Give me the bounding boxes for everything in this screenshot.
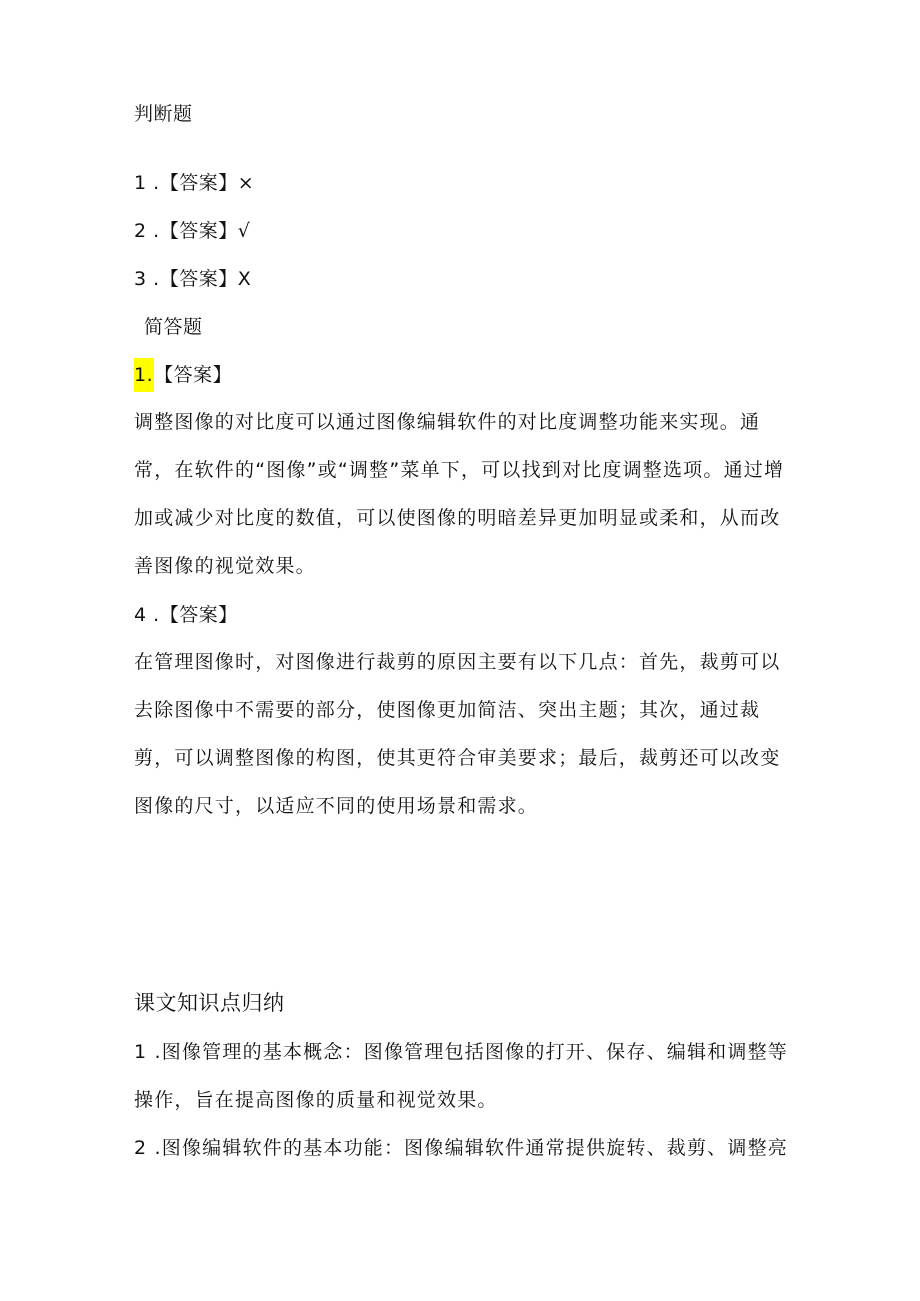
tf-answer-mark: × [237, 172, 255, 194]
tf-answer-number: 1 [134, 172, 147, 194]
highlighted-question-number: 1. [134, 358, 154, 392]
tf-answer-3 [134, 267, 251, 291]
summary-heading: 课文知识点归纳 [134, 991, 285, 1015]
tf-answer-1 [134, 171, 254, 195]
tf-answer-separator: . [146, 220, 160, 242]
summary-item-2 [134, 1124, 794, 1172]
tf-answer-number: 2 [134, 220, 147, 242]
sa-answer-4-body: 在管理图像时，对图像进行裁剪的原因主要有以下几点：首先，裁剪可以去除图像中不需要的部分，使图像更加简洁、突出主题；其次，通过裁剪，可以调整图像的构图，使其更符合审美要求；最后，裁剪还可以改变图像的尺寸，以适应不同的使用场景和需求。 [134, 651, 781, 817]
summary-item-1 [134, 1028, 794, 1124]
sa-answer-separator: . [146, 604, 160, 626]
tf-answer-mark: √ [237, 220, 251, 242]
tf-answer-tag: 【答案】 [159, 220, 238, 242]
summary-item-text: .图像管理的基本概念：图像管理包括图像的打开、保存、编辑和调整等操作，旨在提高图像的质量和视觉效果。 [134, 1041, 788, 1111]
tf-answer-number: 3 [134, 268, 147, 290]
tf-answer-separator: . [146, 268, 160, 290]
tf-answer-2 [134, 219, 250, 243]
tf-answer-tag: 【答案】 [159, 268, 238, 290]
sa-answer-number: 4 [134, 604, 147, 626]
sa-answer-4-label [134, 603, 238, 627]
sa-answer-tag: 【答案】 [154, 364, 233, 386]
summary-item-number: 2 [134, 1137, 148, 1159]
tf-answer-separator: . [146, 172, 160, 194]
summary-item-number: 1 [134, 1041, 148, 1063]
short-answer-heading: 简答题 [144, 316, 203, 338]
sa-answer-1-label [134, 363, 232, 387]
sa-answer-tag: 【答案】 [159, 604, 238, 626]
sa-answer-1-body: 调整图像的对比度可以通过图像编辑软件的对比度调整功能来实现。通常，在软件的“图像”或“调整”菜单下，可以找到对比度调整选项。通过增加或减少对比度的数值，可以使图像的明暗差异更加明显或柔和，从而改善图像的视觉效果。 [134, 411, 785, 577]
tf-answer-mark: X [237, 268, 252, 290]
true-false-heading: 判断题 [134, 103, 193, 125]
tf-answer-tag: 【答案】 [159, 172, 238, 194]
summary-item-text: .图像编辑软件的基本功能：图像编辑软件通常提供旋转、裁剪、调整亮 [147, 1137, 788, 1159]
